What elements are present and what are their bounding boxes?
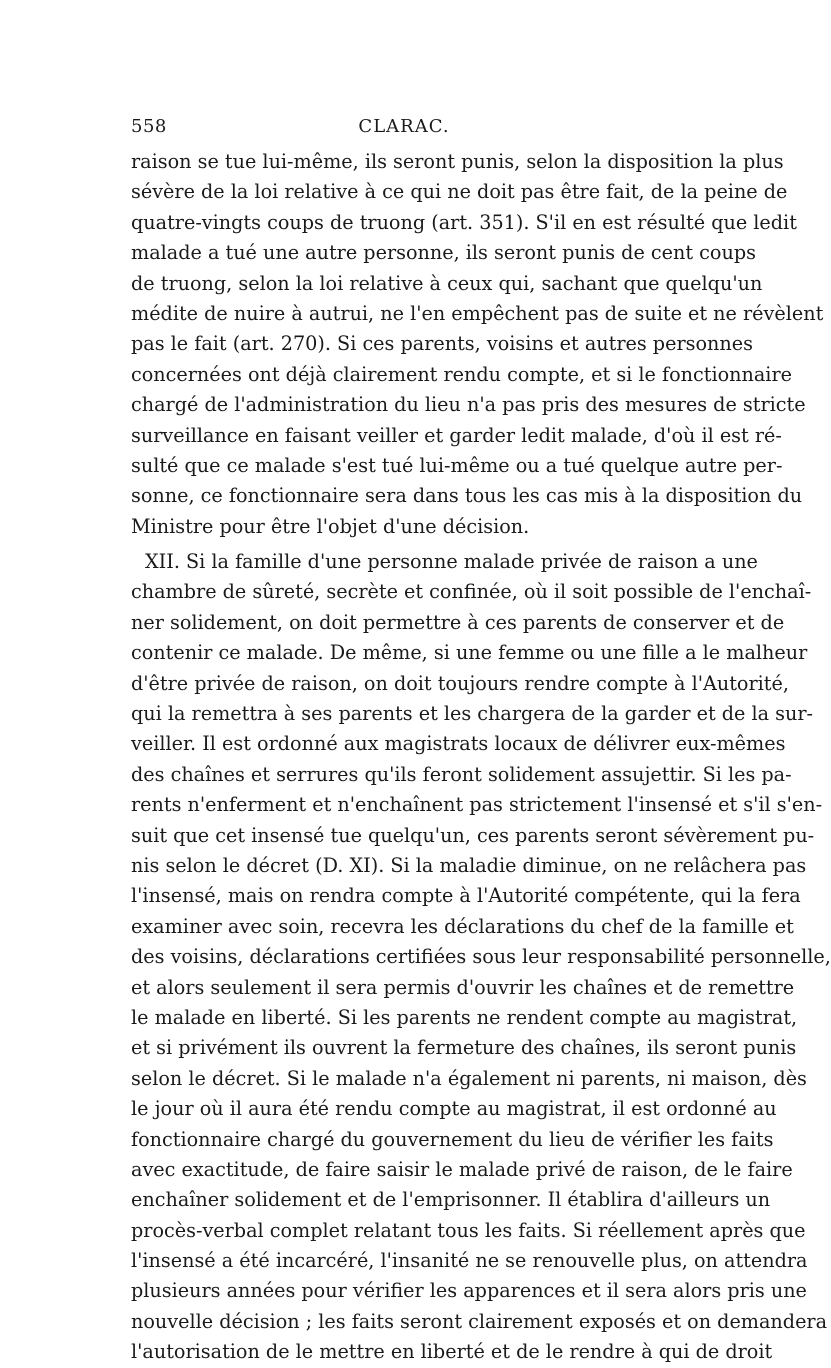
text-line: XII. Si la famille d'une personne malade privée de raison a une xyxy=(145,550,758,574)
text-line: pas le fait (art. 270). Si ces parents, voisins et autres personnes xyxy=(131,332,753,356)
text-line: concernées ont déjà clairement rendu compte, et si le fonctionnaire xyxy=(131,362,792,386)
text-line: quatre-vingts coups de truong (art. 351). S'il en est résulté que ledit xyxy=(131,210,797,234)
text-line: de truong, selon la loi relative à ceux qui, sachant que quelqu'un xyxy=(131,271,763,295)
page-number: 558 xyxy=(131,116,167,137)
text-line: plusieurs années pour vérifier les apparences et il sera alors pris une xyxy=(131,1279,807,1303)
text-line: malade a tué une autre personne, ils seront punis de cent coups xyxy=(131,241,756,265)
text-line: l'insensé a été incarcéré, l'insanité ne se renouvelle plus, on attendra xyxy=(131,1249,808,1273)
text-line: suit que cet insensé tue quelqu'un, ces parents seront sévèrement pu- xyxy=(131,823,815,847)
text-line: selon le décret. Si le malade n'a également ni parents, ni maison, dès xyxy=(131,1066,807,1090)
text-line: qui la remettra à ses parents et les chargera de la garder et de la sur- xyxy=(131,702,814,726)
text-line: fonctionnaire chargé du gouvernement du lieu de vérifier les faits xyxy=(131,1127,774,1151)
text-line: sonne, ce fonctionnaire sera dans tous les cas mis à la disposition du xyxy=(131,484,803,508)
text-line: surveillance en faisant veiller et garder ledit malade, d'où il est ré- xyxy=(131,423,782,447)
text-line: médite de nuire à autrui, ne l'en empêchent pas de suite et ne révèlent xyxy=(131,301,824,325)
text-line: examiner avec soin, recevra les déclarations du chef de la famille et xyxy=(131,914,794,938)
text-line: ner solidement, on doit permettre à ces parents de conserver et de xyxy=(131,610,785,634)
text-line: sulté que ce malade s'est tué lui-même ou a tué quelque autre per- xyxy=(131,453,783,477)
text-line: avec exactitude, de faire saisir le malade privé de raison, de le faire xyxy=(131,1157,793,1181)
text-line: Ministre pour être l'objet d'une décision. xyxy=(131,514,530,538)
text-line: le jour où il aura été rendu compte au magistrat, il est ordonné au xyxy=(131,1097,777,1121)
text-line: nis selon le décret (D. XI). Si la maladie diminue, on ne relâchera pas xyxy=(131,853,807,877)
paragraph-article-xii xyxy=(131,547,831,1368)
text-line: procès-verbal complet relatant tous les faits. Si réellement après que xyxy=(131,1218,806,1242)
text-line: chambre de sûreté, secrète et confinée, où il soit possible de l'enchaî- xyxy=(131,580,812,604)
text-line: enchaîner solidement et de l'emprisonner. Il établira d'ailleurs un xyxy=(131,1188,771,1212)
text-line: raison se tue lui-même, ils seront punis, selon la disposition la plus xyxy=(131,150,784,173)
text-line: chargé de l'administration du lieu n'a pas pris des mesures de stricte xyxy=(131,393,806,417)
text-line: et alors seulement il sera permis d'ouvrir les chaînes et de remettre xyxy=(131,975,795,999)
text-line: l'insensé, mais on rendra compte à l'Autorité compétente, qui la fera xyxy=(131,884,801,908)
page-header xyxy=(131,116,677,146)
running-title: CLARAC. xyxy=(358,116,450,137)
text-line: nouvelle décision ; les faits seront clairement exposés et on demandera xyxy=(131,1309,828,1333)
text-line: l'autorisation de le mettre en liberté et de le rendre à qui de droit xyxy=(131,1340,773,1364)
text-line: contenir ce malade. De même, si une femme ou une fille a le malheur xyxy=(131,641,808,665)
text-line: rents n'enferment et n'enchaînent pas strictement l'insensé et s'il s'en- xyxy=(131,793,823,817)
text-line: d'être privée de raison, on doit toujours rendre compte à l'Autorité, xyxy=(131,671,789,695)
book-page xyxy=(131,116,831,1368)
text-line: sévère de la loi relative à ce qui ne doit pas être fait, de la peine de xyxy=(131,180,788,204)
paragraph-continuation xyxy=(131,147,824,542)
text-line: veiller. Il est ordonné aux magistrats locaux de délivrer eux-mêmes xyxy=(131,732,786,756)
text-line: et si privément ils ouvrent la fermeture des chaînes, ils seront punis xyxy=(131,1036,797,1060)
text-line: des chaînes et serrures qu'ils feront solidement assujettir. Si les pa- xyxy=(131,762,792,786)
text-line: le malade en liberté. Si les parents ne rendent compte au magistrat, xyxy=(131,1005,798,1029)
text-line: des voisins, déclarations certifiées sous leur responsabilité personnelle, xyxy=(131,945,831,969)
